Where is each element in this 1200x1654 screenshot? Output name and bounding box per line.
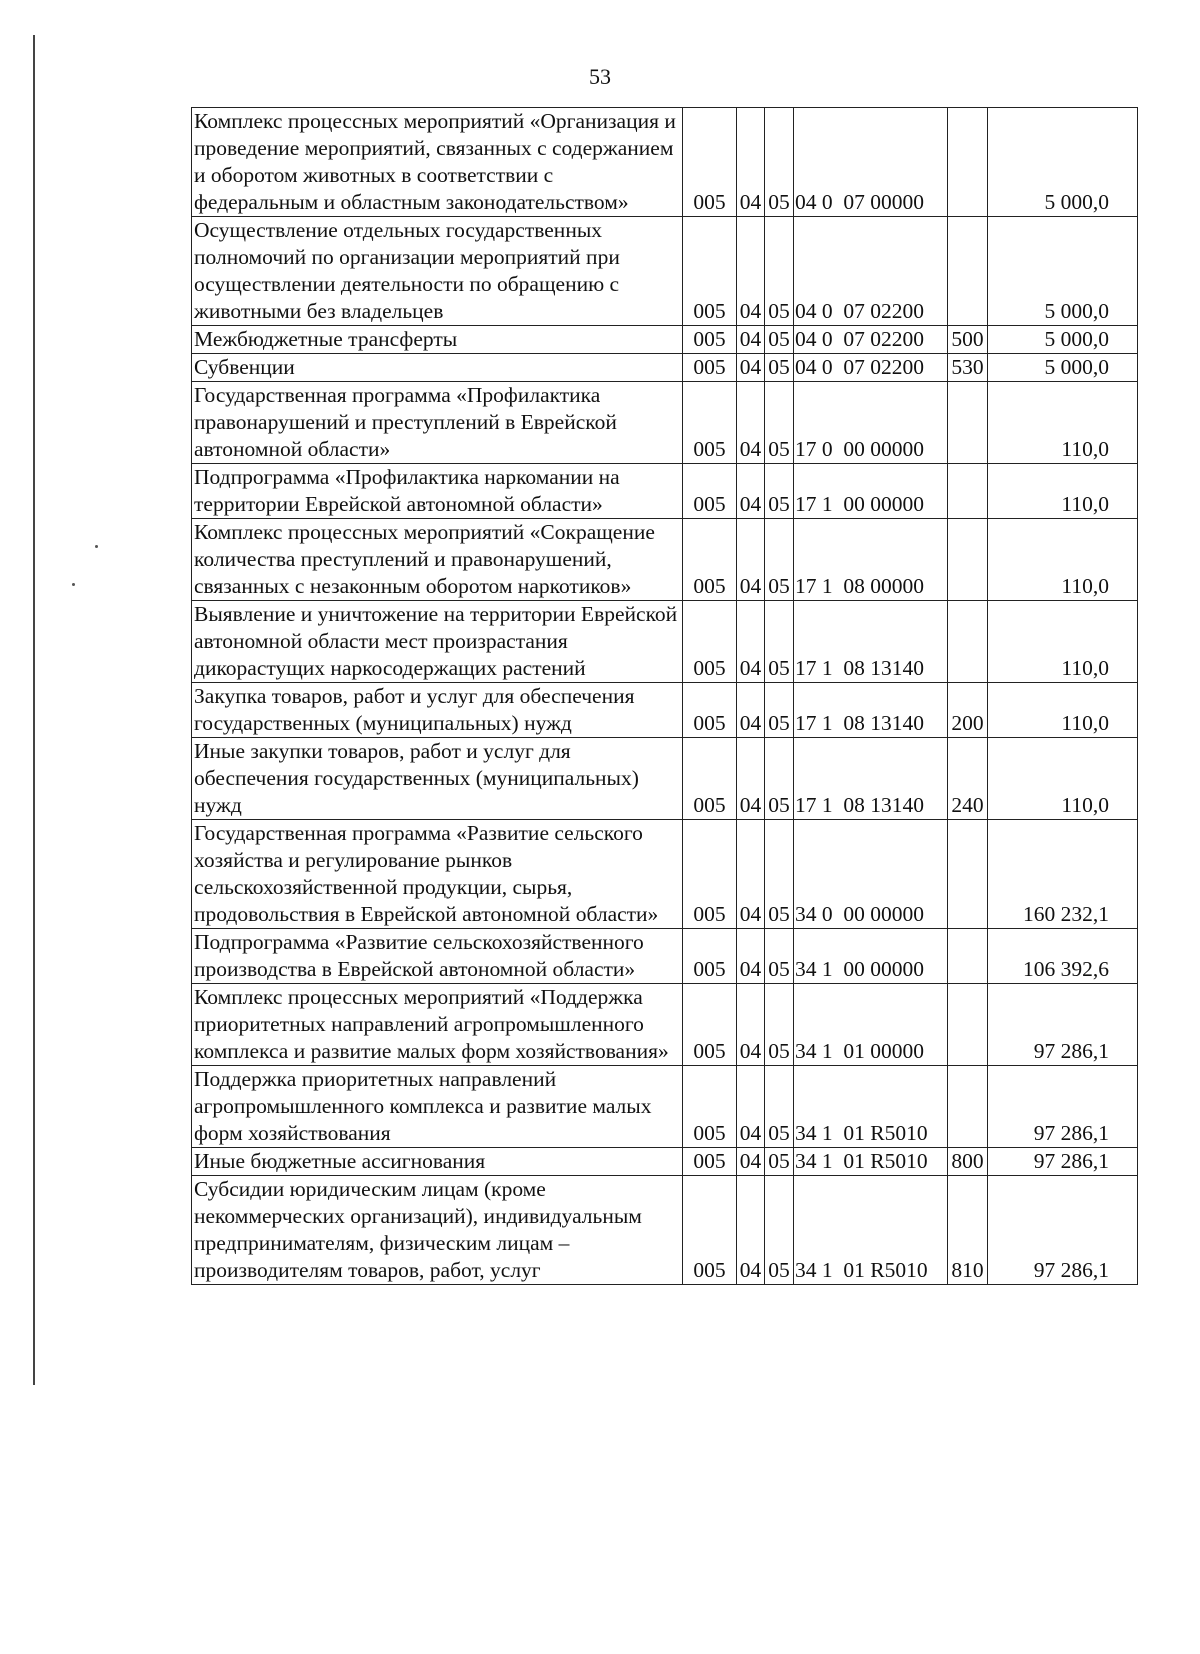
row-amount: 160 232,1 [988, 820, 1138, 929]
row-section-code: 04 [737, 1066, 765, 1148]
row-name: Осуществление отдельных государственных полномочий по организации мероприятий при осуществлении деятельности по обращению с животными без владельцев [192, 217, 683, 326]
row-name: Подпрограмма «Развитие сельскохозяйственного производства в Еврейской автономной области» [192, 929, 683, 984]
row-section-code: 04 [737, 820, 765, 929]
row-grbs-code: 005 [683, 519, 737, 601]
row-grbs-code: 005 [683, 738, 737, 820]
row-subsection-code: 05 [765, 1176, 794, 1285]
row-subsection-code: 05 [765, 984, 794, 1066]
row-amount: 110,0 [988, 738, 1138, 820]
row-expense-type-code [948, 108, 988, 217]
row-expense-type-code: 800 [948, 1148, 988, 1176]
row-expense-type-code [948, 929, 988, 984]
row-section-code: 04 [737, 464, 765, 519]
row-name: Иные бюджетные ассигнования [192, 1148, 683, 1176]
row-target-article-code: 34 1 00 00000 [794, 929, 948, 984]
row-amount: 97 286,1 [988, 1066, 1138, 1148]
row-grbs-code: 005 [683, 464, 737, 519]
row-section-code: 04 [737, 382, 765, 464]
row-name: Государственная программа «Развитие сельского хозяйства и регулирование рынков сельскохозяйственной продукции, сырья, продовольствия в Еврейской автономной области» [192, 820, 683, 929]
budget-table-body [192, 108, 1138, 1285]
row-section-code: 04 [737, 354, 765, 382]
row-section-code: 04 [737, 929, 765, 984]
row-grbs-code: 005 [683, 382, 737, 464]
row-target-article-code: 34 1 01 00000 [794, 984, 948, 1066]
row-subsection-code: 05 [765, 354, 794, 382]
row-name: Субсидии юридическим лицам (кроме некоммерческих организаций), индивидуальным предпринимателям, физическим лицам – производителям товаров, работ, услуг [192, 1176, 683, 1285]
row-grbs-code: 005 [683, 683, 737, 738]
table-row [192, 217, 1138, 326]
row-target-article-code: 17 1 08 13140 [794, 683, 948, 738]
table-row [192, 382, 1138, 464]
row-expense-type-code: 810 [948, 1176, 988, 1285]
row-target-article-code: 04 0 07 02200 [794, 217, 948, 326]
row-target-article-code: 17 1 08 13140 [794, 601, 948, 683]
row-amount: 110,0 [988, 683, 1138, 738]
row-target-article-code: 04 0 07 02200 [794, 326, 948, 354]
row-amount: 110,0 [988, 464, 1138, 519]
scan-speck [72, 583, 75, 586]
scan-speck [95, 545, 98, 548]
row-expense-type-code: 200 [948, 683, 988, 738]
row-subsection-code: 05 [765, 519, 794, 601]
row-name: Комплекс процессных мероприятий «Организация и проведение мероприятий, связанных с содержанием и оборотом животных в соответствии с федеральным и областным законодательством» [192, 108, 683, 217]
row-target-article-code: 04 0 07 02200 [794, 354, 948, 382]
budget-table [191, 107, 1138, 1285]
row-grbs-code: 005 [683, 984, 737, 1066]
row-subsection-code: 05 [765, 464, 794, 519]
table-row [192, 929, 1138, 984]
row-name: Иные закупки товаров, работ и услуг для обеспечения государственных (муниципальных) нужд [192, 738, 683, 820]
row-expense-type-code: 240 [948, 738, 988, 820]
table-row [192, 683, 1138, 738]
row-amount: 97 286,1 [988, 1148, 1138, 1176]
row-amount: 97 286,1 [988, 1176, 1138, 1285]
row-target-article-code: 04 0 07 00000 [794, 108, 948, 217]
row-name: Подпрограмма «Профилактика наркомании на территории Еврейской автономной области» [192, 464, 683, 519]
row-section-code: 04 [737, 1148, 765, 1176]
row-section-code: 04 [737, 326, 765, 354]
row-amount: 110,0 [988, 382, 1138, 464]
row-amount: 5 000,0 [988, 108, 1138, 217]
row-name: Субвенции [192, 354, 683, 382]
left-margin-line [33, 35, 35, 1385]
page-number: 53 [589, 64, 611, 89]
table-row [192, 464, 1138, 519]
row-name: Закупка товаров, работ и услуг для обеспечения государственных (муниципальных) нужд [192, 683, 683, 738]
row-expense-type-code [948, 1066, 988, 1148]
row-name: Комплекс процессных мероприятий «Поддержка приоритетных направлений агропромышленного комплекса и развитие малых форм хозяйствования» [192, 984, 683, 1066]
row-grbs-code: 005 [683, 326, 737, 354]
row-target-article-code: 17 1 08 00000 [794, 519, 948, 601]
row-expense-type-code [948, 217, 988, 326]
row-grbs-code: 005 [683, 820, 737, 929]
row-grbs-code: 005 [683, 217, 737, 326]
row-subsection-code: 05 [765, 1148, 794, 1176]
row-name: Поддержка приоритетных направлений агропромышленного комплекса и развитие малых форм хозяйствования [192, 1066, 683, 1148]
row-amount: 5 000,0 [988, 354, 1138, 382]
row-section-code: 04 [737, 683, 765, 738]
row-expense-type-code: 500 [948, 326, 988, 354]
row-section-code: 04 [737, 1176, 765, 1285]
row-section-code: 04 [737, 738, 765, 820]
table-row [192, 519, 1138, 601]
table-row [192, 354, 1138, 382]
row-expense-type-code [948, 820, 988, 929]
row-amount: 5 000,0 [988, 217, 1138, 326]
row-expense-type-code: 530 [948, 354, 988, 382]
row-grbs-code: 005 [683, 1176, 737, 1285]
row-name: Межбюджетные трансферты [192, 326, 683, 354]
row-section-code: 04 [737, 519, 765, 601]
row-amount: 5 000,0 [988, 326, 1138, 354]
row-subsection-code: 05 [765, 738, 794, 820]
row-expense-type-code [948, 464, 988, 519]
row-expense-type-code [948, 601, 988, 683]
row-section-code: 04 [737, 108, 765, 217]
table-row [192, 108, 1138, 217]
row-grbs-code: 005 [683, 1148, 737, 1176]
row-target-article-code: 34 1 01 R5010 [794, 1066, 948, 1148]
row-section-code: 04 [737, 217, 765, 326]
row-subsection-code: 05 [765, 683, 794, 738]
row-target-article-code: 17 1 00 00000 [794, 464, 948, 519]
row-subsection-code: 05 [765, 1066, 794, 1148]
table-row [192, 326, 1138, 354]
table-row [192, 601, 1138, 683]
row-target-article-code: 34 1 01 R5010 [794, 1176, 948, 1285]
row-expense-type-code [948, 984, 988, 1066]
row-subsection-code: 05 [765, 217, 794, 326]
row-target-article-code: 34 0 00 00000 [794, 820, 948, 929]
row-amount: 110,0 [988, 519, 1138, 601]
row-section-code: 04 [737, 601, 765, 683]
row-subsection-code: 05 [765, 382, 794, 464]
row-subsection-code: 05 [765, 929, 794, 984]
row-amount: 110,0 [988, 601, 1138, 683]
row-subsection-code: 05 [765, 601, 794, 683]
row-grbs-code: 005 [683, 1066, 737, 1148]
row-name: Государственная программа «Профилактика правонарушений и преступлений в Еврейской автономной области» [192, 382, 683, 464]
row-name: Выявление и уничтожение на территории Еврейской автономной области мест произрастания дикорастущих наркосодержащих растений [192, 601, 683, 683]
row-subsection-code: 05 [765, 108, 794, 217]
row-subsection-code: 05 [765, 820, 794, 929]
table-row [192, 738, 1138, 820]
table-row [192, 1066, 1138, 1148]
row-grbs-code: 005 [683, 601, 737, 683]
row-target-article-code: 34 1 01 R5010 [794, 1148, 948, 1176]
table-row [192, 1148, 1138, 1176]
row-section-code: 04 [737, 984, 765, 1066]
row-expense-type-code [948, 519, 988, 601]
row-amount: 97 286,1 [988, 984, 1138, 1066]
row-grbs-code: 005 [683, 929, 737, 984]
row-subsection-code: 05 [765, 326, 794, 354]
row-amount: 106 392,6 [988, 929, 1138, 984]
row-target-article-code: 17 1 08 13140 [794, 738, 948, 820]
table-row [192, 984, 1138, 1066]
row-target-article-code: 17 0 00 00000 [794, 382, 948, 464]
row-expense-type-code [948, 382, 988, 464]
table-row [192, 1176, 1138, 1285]
row-grbs-code: 005 [683, 108, 737, 217]
table-row [192, 820, 1138, 929]
row-name: Комплекс процессных мероприятий «Сокращение количества преступлений и правонарушений, связанных с незаконным оборотом наркотиков» [192, 519, 683, 601]
row-grbs-code: 005 [683, 354, 737, 382]
